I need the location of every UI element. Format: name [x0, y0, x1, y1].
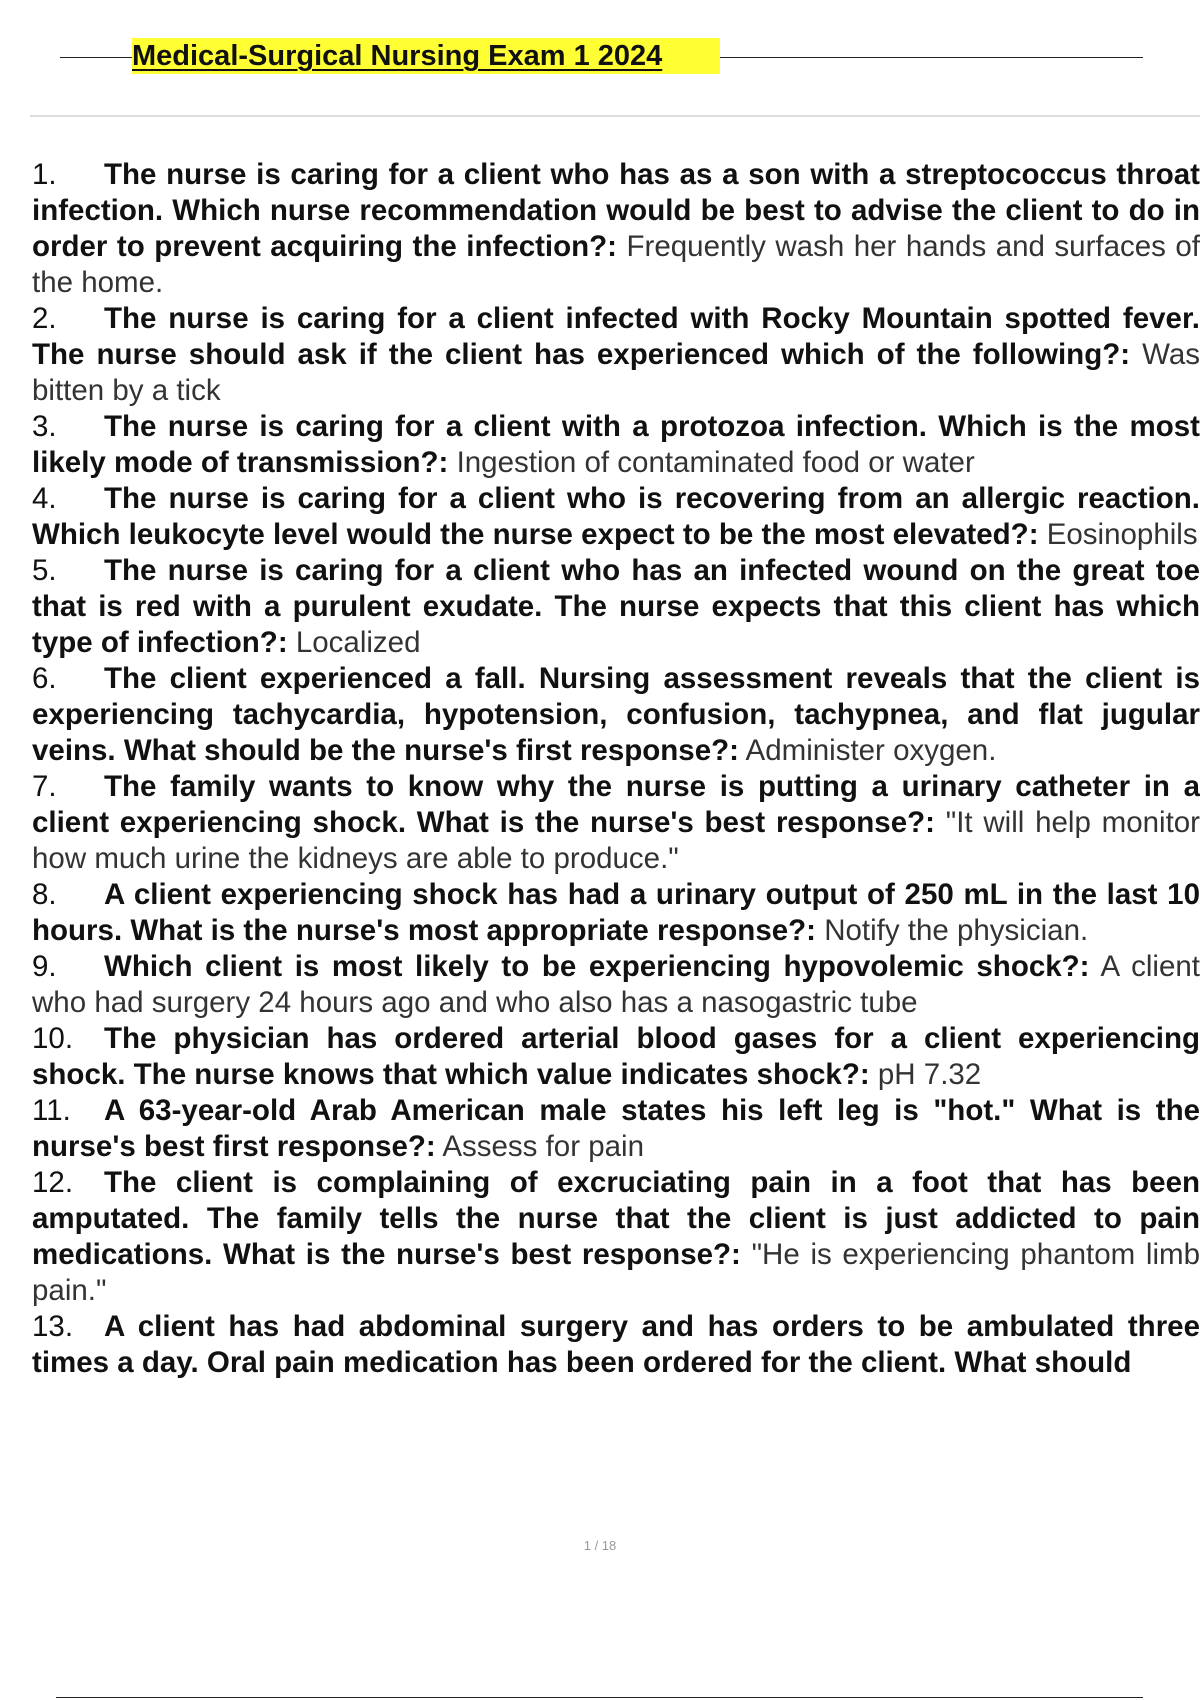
question-item: [32, 1165, 1200, 1309]
question-number: 3.: [32, 410, 57, 443]
question-number: 4.: [32, 482, 57, 515]
question-text: The family wants to know why the nurse is putting a urinary catheter in a client experiencing shock. What is the nurse's best response?:: [32, 770, 1200, 839]
answer-text: Localized: [295, 626, 421, 659]
question-text: A 63-year-old Arab American male states his left leg is "hot." What is the nurse's best first response?:: [32, 1094, 1200, 1163]
question-item: [32, 553, 1200, 661]
question-number: 9.: [32, 950, 57, 983]
question-number: 8.: [32, 878, 57, 911]
answer-text: Notify the physician.: [824, 914, 1089, 947]
question-text: The nurse is caring for a client who has an infected wound on the great toe that is red with a purulent exudate. The nurse expects that this client has which type of infection?:: [32, 554, 1200, 659]
question-text: The physician has ordered arterial blood gases for a client experiencing shock. The nurse knows that which value indicates shock?:: [32, 1022, 1200, 1091]
document-header: [60, 38, 1143, 74]
page-indicator: 1 / 18: [583, 1538, 617, 1553]
question-number: 2.: [32, 302, 57, 335]
footer-rule: [56, 1697, 1143, 1698]
question-text: The nurse is caring for a client who is recovering from an allergic reaction. Which leukocyte level would the nurse expect to be the most elevated?:: [32, 482, 1200, 551]
answer-text: Assess for pain: [442, 1130, 645, 1163]
question-number: 11.: [32, 1094, 71, 1127]
question-text: Which client is most likely to be experiencing hypovolemic shock?:: [104, 950, 1090, 983]
question-text: A client has had abdominal surgery and has orders to be ambulated three times a day. Oral pain medication has been ordered for the client. What should: [32, 1310, 1200, 1379]
question-item: [32, 1021, 1200, 1093]
header-rule-right: [720, 57, 1143, 58]
answer-text: Administer oxygen.: [745, 734, 997, 767]
question-list: [32, 157, 1200, 1547]
header-divider: [30, 115, 1200, 117]
answer-text: Frequently wash her hands and surfaces of the home.: [32, 230, 1200, 299]
question-text: The nurse is caring for a client with a protozoa infection. Which is the most likely mode of transmission?:: [32, 410, 1200, 479]
answer-text: "It will help monitor how much urine the kidneys are able to produce.": [32, 806, 1200, 875]
question-number: 5.: [32, 554, 57, 587]
answer-text: pH 7.32: [877, 1058, 982, 1091]
question-item: [32, 769, 1200, 877]
header-rule-left: [60, 57, 132, 58]
document-title: Medical-Surgical Nursing Exam 1 2024: [132, 38, 720, 74]
answer-text: A client who had surgery 24 hours ago and who also has a nasogastric tube: [32, 950, 1200, 1019]
question-number: 12.: [32, 1166, 74, 1199]
question-text: The nurse is caring for a client who has as a son with a streptococcus throat infection. Which nurse recommendation would be best to advise the client to do in order to prevent acquiring the infection?:: [32, 158, 1200, 263]
question-number: 1.: [32, 158, 57, 191]
question-text: The client experienced a fall. Nursing assessment reveals that the client is experiencing tachycardia, hypotension, confusion, tachypnea, and flat jugular veins. What should be the nurse's first response?:: [32, 662, 1200, 767]
answer-text: Ingestion of contaminated food or water: [456, 446, 975, 479]
question-item: [32, 661, 1200, 769]
answer-text: "He is experiencing phantom limb pain.": [32, 1238, 1200, 1307]
question-number: 7.: [32, 770, 57, 803]
question-item: [32, 949, 1200, 1021]
question-text: A client experiencing shock has had a urinary output of 250 mL in the last 10 hours. What is the nurse's most appropriate response?:: [32, 878, 1200, 947]
answer-text: Eosinophils: [1046, 518, 1198, 551]
question-item: [32, 301, 1200, 409]
question-number: 13.: [32, 1310, 74, 1343]
question-text: The client is complaining of excruciating pain in a foot that has been amputated. The family tells the nurse that the client is just addicted to pain medications. What is the nurse's best response?:: [32, 1166, 1200, 1271]
question-item: [32, 1093, 1200, 1165]
answer-text: Was bitten by a tick: [32, 338, 1200, 407]
question-item: [32, 1309, 1200, 1381]
question-item: [32, 481, 1200, 553]
question-number: 10.: [32, 1022, 74, 1055]
question-text: The nurse is caring for a client infected with Rocky Mountain spotted fever. The nurse should ask if the client has experienced which of the following?:: [32, 302, 1200, 371]
question-item: [32, 409, 1200, 481]
question-item: [32, 157, 1200, 301]
question-item: [32, 877, 1200, 949]
question-number: 6.: [32, 662, 57, 695]
